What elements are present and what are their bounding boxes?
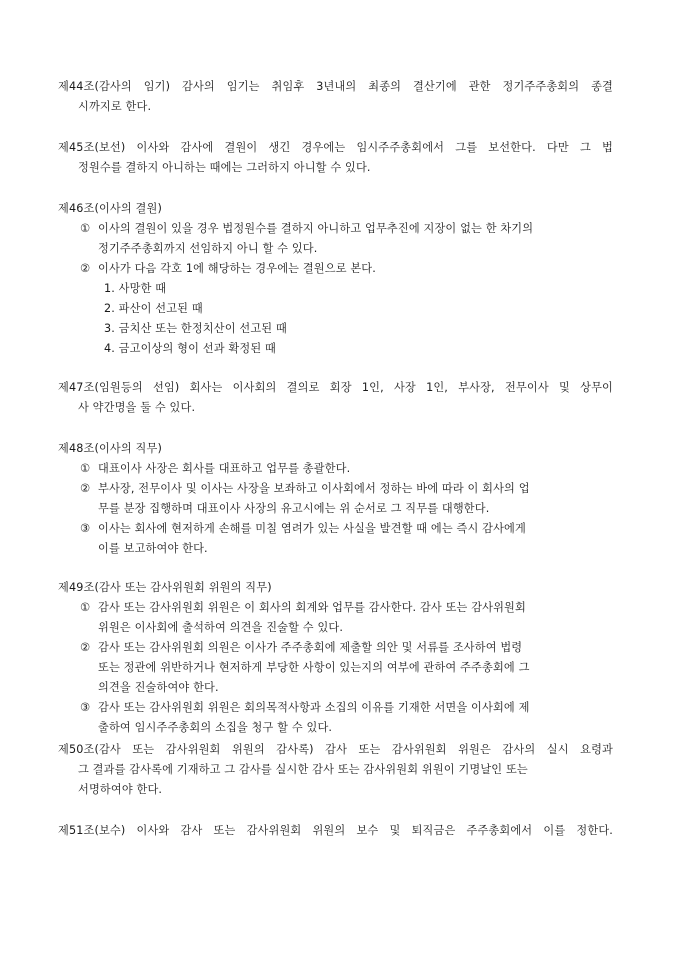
article-46-title: 제46조(이사의 결원) [58,202,162,215]
article-49-item-1 [80,598,526,618]
article-46-sub-3: 3. 금치산 또는 한정치산이 선고된 때 [104,322,287,335]
article-49-item-1-cont: 위원은 이사회에 출석하여 의견을 진술할 수 있다. [98,621,344,634]
item-number: ② [80,482,91,495]
item-text: 이사는 회사에 현저하게 손해를 미칠 염려가 있는 사실을 발견할 때 에는 즉시 감사에게 [98,522,526,535]
item-text: 부사장, 전무이사 및 이사는 사장을 보좌하고 이사회에서 정하는 바에 따라 이 회사의 업 [98,482,530,495]
item-number: ② [80,262,91,275]
article-45-line-2: 정원수를 결하지 아니하는 때에는 그러하지 아니할 수 있다. [78,161,371,174]
article-47-line-2: 사 약간명을 둘 수 있다. [78,401,196,414]
article-49-item-3 [80,698,530,718]
item-text: 감사 또는 감사위원회 위원은 회의목적사항과 소집의 이유를 기재한 서면을 이사회에 제 [98,701,530,714]
item-number: ① [80,462,91,475]
article-46-sub-2: 2. 파산이 선고된 때 [104,302,203,315]
article-48-item-3 [80,519,526,539]
article-44-line-1: 제44조(감사의 임기) 감사의 임기는 취임후 3년내의 최종의 결산기에 관한 정기주주총회의 종결 [58,80,613,93]
article-51-line-1: 제51조(보수) 이사와 감사 또는 감사위원회 위원의 보수 및 퇴직금은 주주총회에서 이를 정한다. [58,824,613,837]
article-49-item-2 [80,638,522,658]
article-49-item-2-cont: 또는 정관에 위반하거나 현저하게 부당한 사항이 있는지의 여부에 관하여 주주총회에 그 [98,661,530,674]
item-text: 대표이사 사장은 회사를 대표하고 업무를 총괄한다. [98,462,351,475]
article-46-item-2 [80,259,376,279]
article-46-item-1-cont: 정기주주총회까지 선임하지 아니 할 수 있다. [98,242,318,255]
article-45-line-1: 제45조(보선) 이사와 감사에 결원이 생긴 경우에는 임시주주총회에서 그를 보선한다. 다만 그 법 [58,141,613,154]
article-49-item-2-cont2: 의견을 진술하여야 한다. [98,681,219,694]
item-text: 감사 또는 감사위원회 위원은 이 회사의 회계와 업무를 감사한다. 감사 또는 감사위원회 [98,601,526,614]
article-48-title: 제48조(이사의 직무) [58,442,162,455]
item-number: ② [80,641,91,654]
item-text: 감사 또는 감사위원회 의원은 이사가 주주총회에 제출할 의안 및 서류를 조사하여 법령 [98,641,523,654]
article-46-sub-4: 4. 금고이상의 형이 선과 확정된 때 [104,342,276,355]
article-48-item-1 [80,459,350,479]
article-46-item-1 [80,219,533,239]
article-48-item-2 [80,479,530,499]
item-text: 이사가 다음 각호 1에 해당하는 경우에는 결원으로 본다. [98,262,376,275]
item-number: ① [80,222,91,235]
article-50-line-1: 제50조(감사 또는 감사위원회 위원의 감사록) 감사 또는 감사위원회 위원은 감사의 실시 요령과 [58,743,613,756]
item-text: 이사의 결원이 있을 경우 법정원수를 결하지 아니하고 업무추진에 지장이 없는 한 차기의 [98,222,534,235]
item-number: ③ [80,701,91,714]
article-46-sub-1: 1. 사망한 때 [104,282,167,295]
article-50-line-3: 서명하여야 한다. [78,783,163,796]
article-50-line-2: 그 결과를 감사록에 기재하고 그 감사를 실시한 감사 또는 감사위원회 위원이 기명날인 또는 [78,763,528,776]
item-number: ① [80,601,91,614]
article-44-line-2: 시까지로 한다. [78,100,152,113]
article-49-title: 제49조(감사 또는 감사위원회 위원의 직무) [58,581,272,594]
article-47-line-1: 제47조(임원등의 선임) 회사는 이사회의 결의로 회장 1인, 사장 1인, 부사장, 전무이사 및 상무이 [58,381,613,394]
article-48-item-3-cont: 이를 보고하여야 한다. [98,542,208,555]
article-48-item-2-cont: 무를 분장 집행하며 대표이사 사장의 유고시에는 위 순서로 그 직무를 대행한다. [98,502,490,515]
item-number: ③ [80,522,91,535]
article-49-item-3-cont: 출하여 임시주주총회의 소집을 청구 할 수 있다. [98,721,333,734]
